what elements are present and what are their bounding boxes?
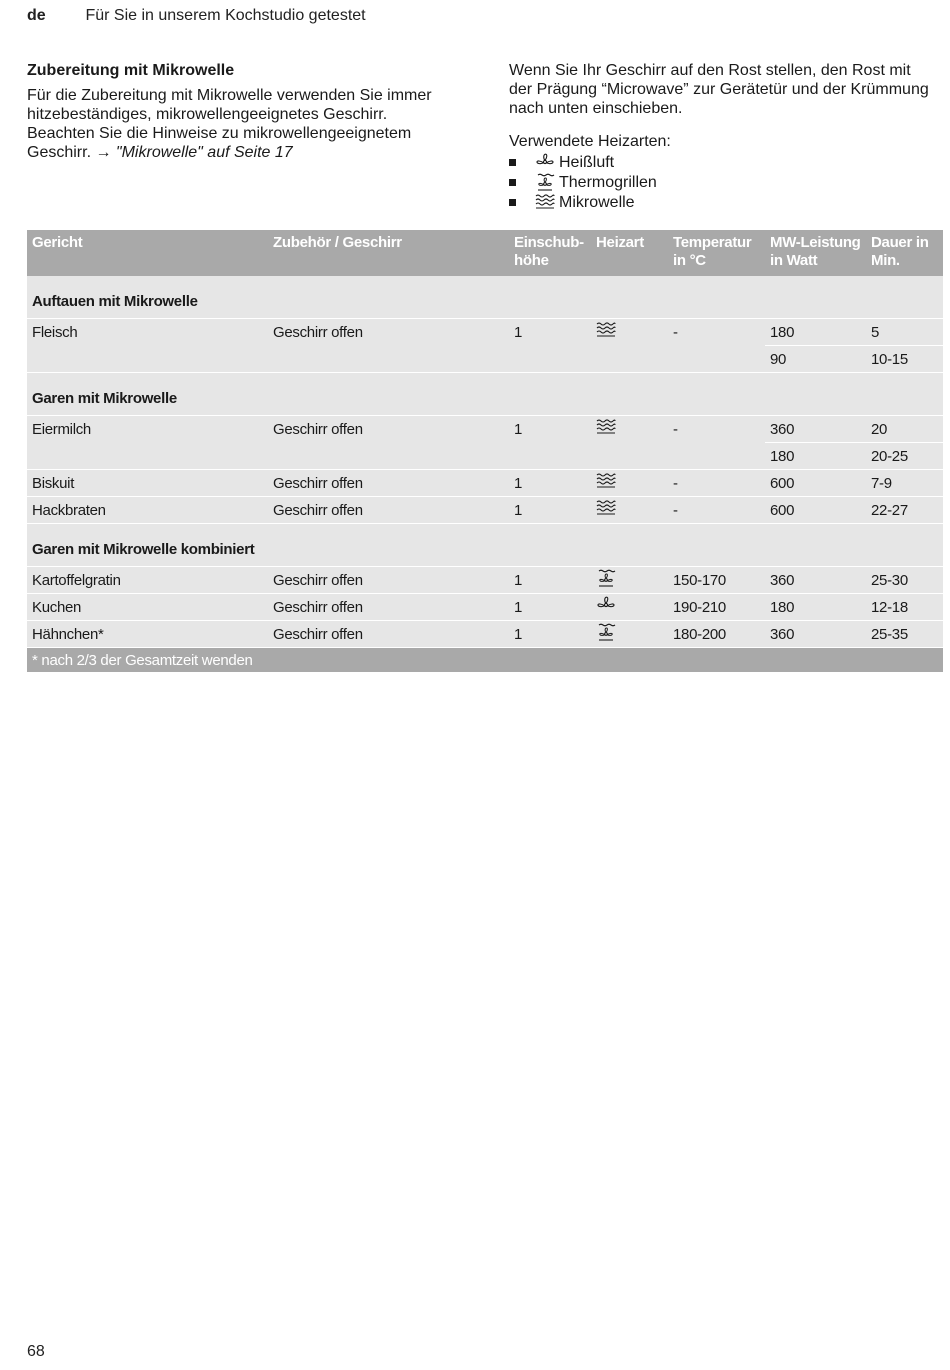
- cell-mode: [591, 567, 668, 594]
- cell-dish: Fleisch: [27, 319, 268, 346]
- cell-level: 1: [509, 567, 591, 594]
- heating-mode-item: [509, 172, 929, 192]
- rack-instruction: Wenn Sie Ihr Geschirr auf den Rost stellen, den Rost mit der Prägung “Microwave” zur Gerätetür und der Krümmung nach unten einschieben.: [509, 62, 929, 117]
- cell-mode: [591, 470, 668, 497]
- cell-mode: [591, 319, 668, 346]
- cell-accessory: [268, 443, 509, 470]
- cell-mode: [591, 594, 668, 621]
- heating-mode-item: [509, 152, 929, 172]
- cell-level: 1: [509, 594, 591, 621]
- table-row: [27, 594, 943, 621]
- thermogrill-icon: [596, 569, 618, 587]
- section-title: Garen mit Mikrowelle kombiniert: [27, 524, 943, 567]
- section-heading: Zubereitung mit Mikrowelle: [27, 62, 235, 79]
- heating-modes-lead: Verwendete Heizarten:: [509, 133, 671, 150]
- cell-dish: Kartoffelgratin: [27, 567, 268, 594]
- cell-level: 1: [509, 621, 591, 648]
- section-title: Auftauen mit Mikrowelle: [27, 276, 943, 319]
- cell-accessory: Geschirr offen: [268, 497, 509, 524]
- language-code: de: [27, 7, 46, 24]
- fan-icon: [534, 153, 556, 171]
- cell-duration: 7-9: [866, 470, 943, 497]
- cell-duration: 20-25: [866, 443, 943, 470]
- table-row: [27, 567, 943, 594]
- cell-dish: [27, 346, 268, 373]
- table-row: [27, 497, 943, 524]
- cell-power: 360: [765, 567, 866, 594]
- cell-dish: Hähnchen*: [27, 621, 268, 648]
- cell-duration: 20: [866, 416, 943, 443]
- cell-level: 1: [509, 497, 591, 524]
- heating-mode-label: Heißluft: [559, 153, 615, 171]
- header-temperature: Temperatur in °C: [668, 230, 765, 276]
- cell-dish: Biskuit: [27, 470, 268, 497]
- section-row: [27, 276, 943, 319]
- cell-level: [509, 346, 591, 373]
- cell-accessory: [268, 346, 509, 373]
- bullet: [509, 159, 516, 166]
- cell-power: 600: [765, 470, 866, 497]
- table-row: [27, 621, 943, 648]
- cell-power: 180: [765, 594, 866, 621]
- cell-power: 180: [765, 443, 866, 470]
- cell-duration: 25-30: [866, 567, 943, 594]
- cell-accessory: Geschirr offen: [268, 416, 509, 443]
- heating-mode-item: [509, 192, 929, 212]
- header-power: MW-Leistung in Watt: [765, 230, 866, 276]
- heating-modes-list: [509, 152, 929, 212]
- thermogrill-icon: [534, 173, 556, 191]
- cell-dish: Eiermilch: [27, 416, 268, 443]
- page-header: [27, 7, 366, 25]
- cell-temperature: -: [668, 497, 765, 524]
- cell-mode: [591, 416, 668, 443]
- intro-text: Für die Zubereitung mit Mikrowelle verwenden Sie immer hitzebeständiges, mikrowellengeeignetes Geschirr. Beachten Sie die Hinweise zu mikrowellengeeignetem Geschirr.: [27, 87, 432, 161]
- footnote-row: [27, 648, 943, 673]
- microwave-icon: [534, 193, 556, 211]
- cell-power: 180: [765, 319, 866, 346]
- cell-duration: 12-18: [866, 594, 943, 621]
- cell-power: 90: [765, 346, 866, 373]
- header-mode: Heizart: [591, 230, 668, 276]
- cell-power: 360: [765, 621, 866, 648]
- table-row: [27, 443, 943, 470]
- bullet: [509, 179, 516, 186]
- cell-temperature: -: [668, 470, 765, 497]
- microwave-icon: [596, 321, 618, 339]
- cell-mode: [591, 443, 668, 470]
- header-accessory: Zubehör / Geschirr: [268, 230, 509, 276]
- cell-level: 1: [509, 470, 591, 497]
- header-level: Einschub- höhe: [509, 230, 591, 276]
- table-row: [27, 319, 943, 346]
- cell-temperature: -: [668, 319, 765, 346]
- chapter-title: Für Sie in unserem Kochstudio getestet: [85, 7, 366, 24]
- table-row: [27, 346, 943, 373]
- cooking-table: [27, 230, 943, 672]
- cell-duration: 25-35: [866, 621, 943, 648]
- cell-duration: 10-15: [866, 346, 943, 373]
- cell-temperature: [668, 346, 765, 373]
- cell-level: [509, 443, 591, 470]
- heating-mode-label: Thermogrillen: [559, 173, 657, 191]
- section-row: [27, 524, 943, 567]
- cell-power: 360: [765, 416, 866, 443]
- cell-power: 600: [765, 497, 866, 524]
- microwave-icon: [596, 472, 618, 490]
- heating-mode-label: Mikrowelle: [559, 193, 635, 211]
- section-row: [27, 373, 943, 416]
- cell-accessory: Geschirr offen: [268, 319, 509, 346]
- cell-mode: [591, 621, 668, 648]
- table-row: [27, 416, 943, 443]
- bullet: [509, 199, 516, 206]
- cell-dish: Kuchen: [27, 594, 268, 621]
- table-header-row: [27, 230, 943, 276]
- cell-temperature: [668, 443, 765, 470]
- right-column: [509, 61, 929, 212]
- footnote: * nach 2/3 der Gesamtzeit wenden: [27, 648, 943, 673]
- cell-dish: Hackbraten: [27, 497, 268, 524]
- cell-level: 1: [509, 319, 591, 346]
- microwave-icon: [596, 418, 618, 436]
- cell-mode: [591, 346, 668, 373]
- cell-level: 1: [509, 416, 591, 443]
- left-column: [27, 61, 437, 162]
- page-reference-link[interactable]: "Mikrowelle" auf Seite 17: [115, 144, 293, 161]
- cell-temperature: 180-200: [668, 621, 765, 648]
- page-number: 68: [27, 1343, 45, 1360]
- cell-accessory: Geschirr offen: [268, 567, 509, 594]
- cell-accessory: Geschirr offen: [268, 594, 509, 621]
- cell-accessory: Geschirr offen: [268, 621, 509, 648]
- cell-dish: [27, 443, 268, 470]
- arrow-icon: →: [95, 144, 112, 161]
- thermogrill-icon: [596, 623, 618, 641]
- section-title: Garen mit Mikrowelle: [27, 373, 943, 416]
- cell-temperature: -: [668, 416, 765, 443]
- cell-accessory: Geschirr offen: [268, 470, 509, 497]
- table-body: [27, 276, 943, 672]
- fan-icon: [596, 596, 618, 614]
- header-duration: Dauer in Min.: [866, 230, 943, 276]
- cell-mode: [591, 497, 668, 524]
- table-row: [27, 470, 943, 497]
- cell-temperature: 150-170: [668, 567, 765, 594]
- cell-duration: 22-27: [866, 497, 943, 524]
- cell-duration: 5: [866, 319, 943, 346]
- cell-temperature: 190-210: [668, 594, 765, 621]
- header-dish: Gericht: [27, 230, 268, 276]
- intro-paragraph: [27, 86, 437, 162]
- microwave-icon: [596, 499, 618, 517]
